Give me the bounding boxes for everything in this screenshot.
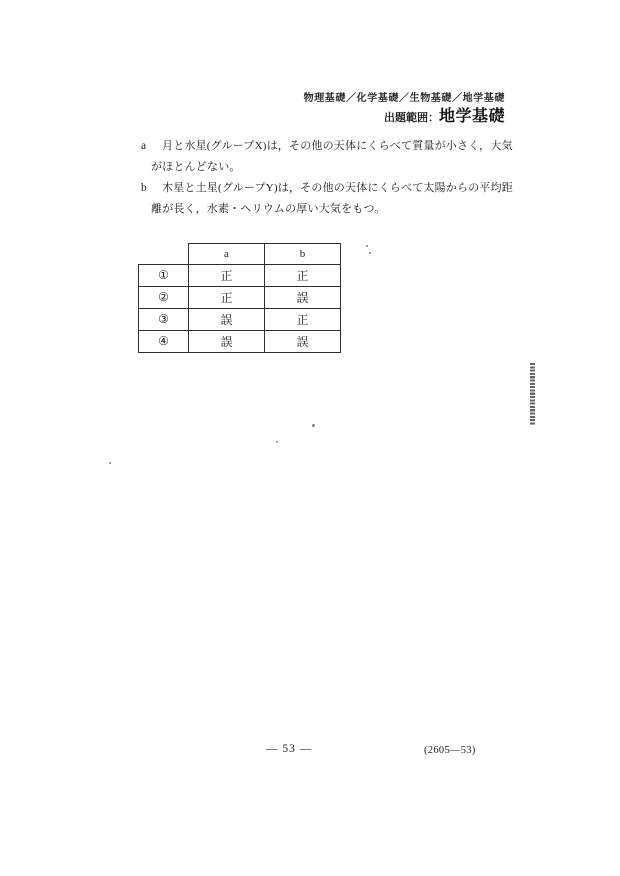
table-row-choice-1 bbox=[139, 265, 341, 287]
statement-a bbox=[140, 136, 513, 178]
choice-2-number: ② bbox=[139, 287, 189, 309]
choice-1-number: ① bbox=[139, 265, 189, 287]
column-header-a: a bbox=[189, 244, 265, 265]
table-row-choice-4 bbox=[139, 331, 341, 353]
choice-2-a-value: 正 bbox=[189, 287, 265, 309]
choice-4-a-value: 誤 bbox=[189, 331, 265, 353]
choice-4-number: ④ bbox=[139, 331, 189, 353]
choice-1-b-value: 正 bbox=[265, 265, 341, 287]
document-code: (2605—53) bbox=[424, 745, 476, 756]
scan-speck bbox=[369, 252, 371, 254]
statement-a-marker: a bbox=[141, 140, 147, 152]
table-row-choice-2 bbox=[139, 287, 341, 309]
statement-b-line2: 離が長く，水素・ヘリウムの厚い大気をもつ。 bbox=[151, 203, 386, 215]
answer-table bbox=[138, 243, 341, 353]
statement-b-marker: b bbox=[141, 182, 147, 194]
scan-speck bbox=[366, 245, 368, 247]
statement-a-line1: 月と水星(グループX)は，その他の天体にくらべて質量が小さく，大気 bbox=[162, 140, 513, 152]
scan-speck bbox=[276, 441, 278, 443]
statement-a-line2: がほとんどない。 bbox=[151, 161, 241, 173]
scope-label: 出題範囲： bbox=[383, 112, 439, 124]
choice-1-a-value: 正 bbox=[189, 265, 265, 287]
scan-speck bbox=[312, 424, 315, 427]
table-row-choice-3 bbox=[139, 309, 341, 331]
statement-b-line1: 木星と土星(グループY)は，その他の天体にくらべて太陽からの平均距 bbox=[162, 182, 513, 194]
page-number: — 53 — bbox=[266, 743, 313, 755]
column-header-b: b bbox=[265, 244, 341, 265]
margin-vertical-code bbox=[530, 363, 535, 425]
scan-speck bbox=[109, 462, 111, 464]
answer-table-header-row bbox=[139, 244, 341, 265]
subject-list-header: 物理基礎／化学基礎／生物基礎／地学基礎 bbox=[303, 93, 505, 104]
choice-3-number: ③ bbox=[139, 309, 189, 331]
exam-scope-header bbox=[384, 103, 505, 126]
choice-3-a-value: 誤 bbox=[189, 309, 265, 331]
choice-4-b-value: 誤 bbox=[265, 331, 341, 353]
table-corner-blank bbox=[139, 244, 189, 265]
choice-3-b-value: 正 bbox=[265, 309, 341, 331]
choice-2-b-value: 誤 bbox=[265, 287, 341, 309]
statement-b bbox=[140, 178, 513, 220]
scope-value: 地学基礎 bbox=[438, 108, 505, 125]
